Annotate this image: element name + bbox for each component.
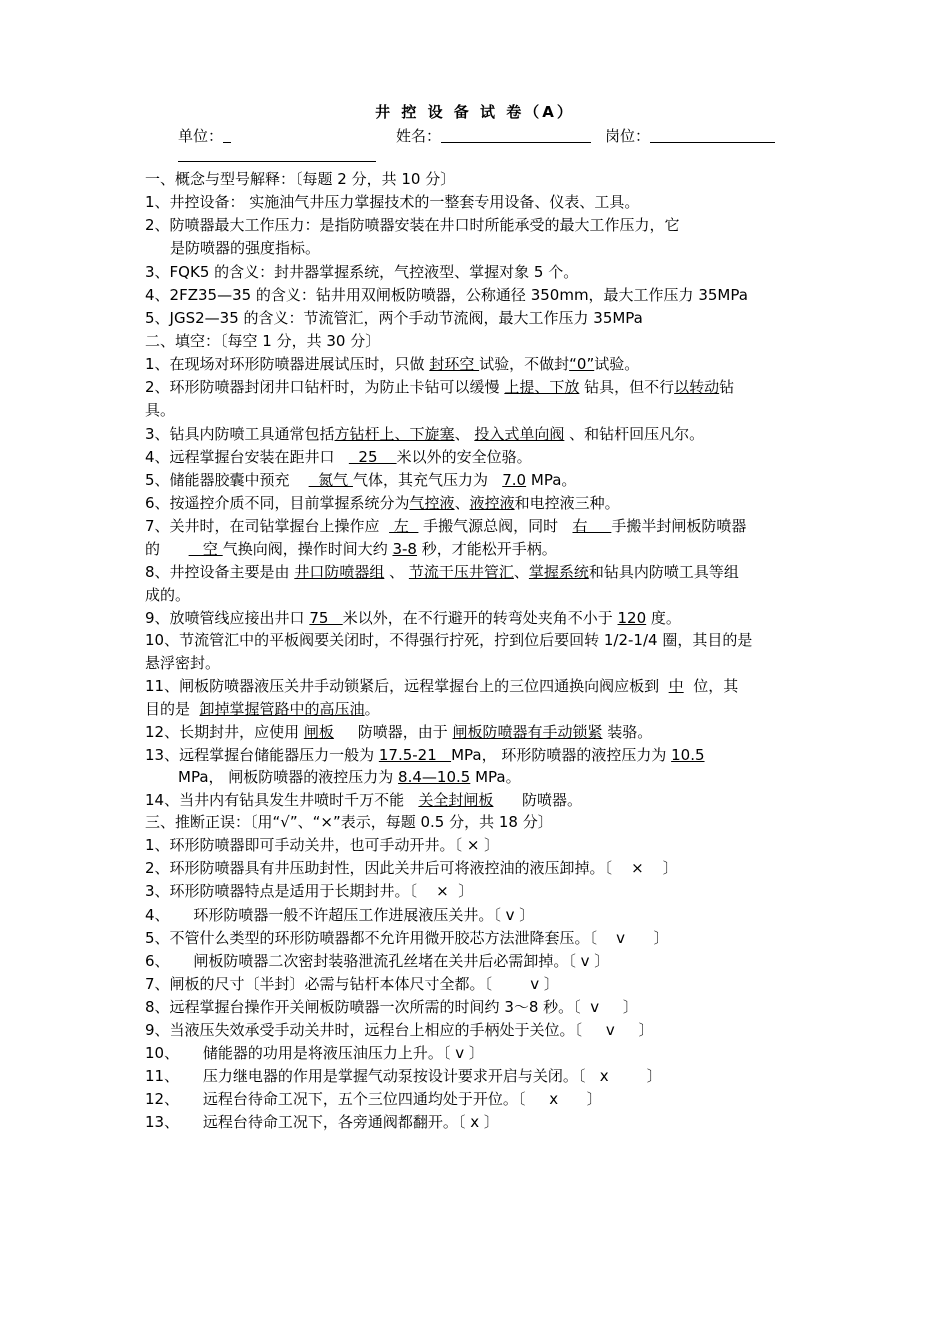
answer-blank: 节流干压井管汇 bbox=[408, 563, 514, 581]
s3-question-12: 12、 远程台待命工况下，五个三位四通均处于开位。〔 x 〕 bbox=[145, 1090, 602, 1108]
answer-blank: 卸掉掌握管路中的高压油 bbox=[199, 700, 365, 718]
s2-question-11: 11、闸板防喷器液压关井手动锁紧后，远程掌握台上的三位四通换向阀应板到 中 位，其 bbox=[145, 677, 739, 695]
s2-question-10: 10、节流管汇中的平板阀要关闭时，不得强行拧死，拧到位后要回转 1/2-1/4 圈，其目的是 bbox=[145, 631, 753, 649]
s2-question-1: 1、在现场对环形防喷器进展试压时，只做 封环空 试验，不做封“0”试验。 bbox=[145, 355, 640, 373]
section-2-heading: 二、填空：〔每空 1 分，共 30 分〕 bbox=[145, 332, 381, 350]
s1-question-5: 5、JGS2—35 的含义：节流管汇，两个手动节流阀，最大工作压力 35MPa bbox=[145, 309, 643, 327]
s3-question-9: 9、当液压失效承受手动关井时，远程台上相应的手柄处于关位。〔 v 〕 bbox=[145, 1021, 654, 1039]
answer-blank: 中 bbox=[668, 677, 684, 695]
post-field bbox=[605, 126, 775, 146]
s2-question-2: 2、环形防喷器封闭井口钻杆时，为防止卡钻可以缓慢 上提、下放 钻具，但不行以转动钻 bbox=[145, 378, 735, 396]
answer-blank: 8.4—10.5 bbox=[398, 768, 471, 786]
s3-question-3: 3、环形防喷器特点是适用于长期封井。〔 × 〕 bbox=[145, 882, 474, 900]
s3-question-13: 13、 远程台待命工况下，各旁通阀都翻开。〔 x 〕 bbox=[145, 1113, 499, 1131]
s1-question-2-cont: 是防喷器的强度指标。 bbox=[170, 239, 321, 257]
name-label: 姓名： bbox=[396, 127, 442, 145]
unit-blank bbox=[223, 126, 231, 143]
answer-blank: 氮气 bbox=[308, 471, 353, 489]
answer-blank: 闸板防喷器有手动锁紧 bbox=[452, 723, 603, 741]
s1-question-1: 1、井控设备： 实施油气井压力掌握技术的一整套专用设备、仪表、工具。 bbox=[145, 193, 640, 211]
s3-question-6: 6、 闸板防喷器二次密封装骆泄流孔丝堵在关井后必需卸掉。〔 v 〕 bbox=[145, 952, 610, 970]
answer-blank: 75 bbox=[309, 609, 343, 627]
answer-blank: 120 bbox=[617, 609, 647, 627]
s2-question-4: 4、远程掌握台安装在距井口 25 米以外的安全位骆。 bbox=[145, 448, 532, 466]
exam-title: 井 控 设 备 试 卷（A） bbox=[375, 103, 575, 121]
section-1-heading: 一、概念与型号解释：〔每题 2 分，共 10 分〕 bbox=[145, 170, 456, 188]
unit-blank-continued bbox=[178, 145, 376, 162]
answer-blank: 空 bbox=[188, 540, 223, 558]
s2-question-7: 7、关井时，在司钻掌握台上操作应 左 手搬气源总阀，同时 右 手搬半封闸板防喷器 bbox=[145, 517, 747, 535]
s1-question-3: 3、FQK5 的含义：封井器掌握系统，气控液型、掌握对象 5 个。 bbox=[145, 263, 579, 281]
s2-question-9: 9、放喷管线应接出井口 75 米以外，在不行避开的转弯处夹角不小于 120 度。 bbox=[145, 609, 681, 627]
s3-question-7: 7、闸板的尺寸〔半封〕必需与钻杆本体尺寸全都。〔 v 〕 bbox=[145, 975, 559, 993]
s3-question-4: 4、 环形防喷器一般不许超压工作进展液压关井。〔 v 〕 bbox=[145, 906, 535, 924]
unit-field bbox=[178, 126, 231, 146]
answer-blank: 方钻杆上、下旋塞 bbox=[334, 425, 455, 443]
answer-blank: 关全封闸板 bbox=[418, 791, 494, 809]
s2-question-3: 3、钻具内防喷工具通常包括方钻杆上、下旋塞、 投入式单向阀 、和钻杆回压凡尔。 bbox=[145, 425, 705, 443]
unit-label: 单位： bbox=[178, 127, 224, 145]
s1-question-2: 2、防喷器最大工作压力：是指防喷器安装在井口时所能承受的最大工作压力，它 bbox=[145, 216, 680, 234]
s2-question-5: 5、储能器胶囊中预充 氮气 气体，其充气压力为 7.0 MPa。 bbox=[145, 471, 577, 489]
answer-blank: 25 bbox=[348, 448, 397, 466]
answer-blank: 上提、下放 bbox=[504, 378, 580, 396]
s2-question-13: 13、远程掌握台储能器压力一般为 17.5-21 MPa， 环形防喷器的液控压力为 10.5 bbox=[145, 746, 705, 764]
post-label: 岗位： bbox=[605, 127, 651, 145]
s2-question-10-cont: 悬浮密封。 bbox=[145, 654, 221, 672]
answer-blank: 左 bbox=[389, 517, 419, 535]
s2-question-12: 12、长期封井，应使用 闸板 防喷器，由于 闸板防喷器有手动锁紧 装骆。 bbox=[145, 723, 653, 741]
answer-blank: 投入式单向阀 bbox=[474, 425, 565, 443]
s3-question-8: 8、远程掌握台操作开关闸板防喷器一次所需的时间约 3～8 秒。〔 v 〕 bbox=[145, 998, 638, 1016]
answer-blank: 掌握系统 bbox=[528, 563, 589, 581]
s2-question-8-cont: 成的。 bbox=[145, 586, 191, 604]
answer-blank: 封环空 bbox=[429, 355, 480, 373]
answer-blank: 10.5 bbox=[671, 746, 705, 764]
answer-blank: 气控液 bbox=[409, 494, 455, 512]
answer-blank: 闸板 bbox=[303, 723, 334, 741]
s2-question-6: 6、按遥控介质不同，目前掌握系统分为气控液、液控液和电控液三种。 bbox=[145, 494, 620, 512]
name-blank bbox=[441, 126, 591, 143]
s3-question-2: 2、环形防喷器具有井压助封性，因此关井后可将液控油的液压卸掉。〔 × 〕 bbox=[145, 859, 678, 877]
answer-blank: 右 bbox=[572, 517, 612, 535]
name-field bbox=[396, 126, 591, 146]
answer-blank: 17.5-21 bbox=[378, 746, 452, 764]
answer-blank: 井口防喷器组 bbox=[294, 563, 385, 581]
s2-question-14: 14、当井内有钻具发生井喷时千万不能 关全封闸板 防喷器。 bbox=[145, 791, 583, 809]
answer-blank: 液控液 bbox=[469, 494, 515, 512]
section-3-heading: 三、推断正误：〔用“√”、“×”表示，每题 0.5 分，共 18 分〕 bbox=[145, 813, 553, 831]
answer-blank: 7.0 bbox=[502, 471, 527, 489]
s3-question-11: 11、 压力继电器的作用是掌握气动泵按设计要求开启与关闭。〔 x 〕 bbox=[145, 1067, 662, 1085]
answer-blank: 3-8 bbox=[392, 540, 417, 558]
s2-question-8: 8、井控设备主要是由 井口防喷器组 、 节流干压井管汇、掌握系统和钻具内防喷工具等组 bbox=[145, 563, 739, 581]
s3-question-5: 5、不管什么类型的环形防喷器都不允许用微开胶芯方法泄降套压。〔 v 〕 bbox=[145, 929, 669, 947]
s2-question-11-cont: 目的是 卸掉掌握管路中的高压油。 bbox=[145, 700, 380, 718]
s2-question-13-cont: MPa， 闸板防喷器的液控压力为 8.4—10.5 MPa。 bbox=[178, 768, 521, 786]
s2-question-2-cont: 具。 bbox=[145, 401, 176, 419]
post-blank bbox=[650, 126, 775, 143]
s3-question-10: 10、 储能器的功用是将液压油压力上升。〔 v 〕 bbox=[145, 1044, 484, 1062]
answer-blank: 以转动 bbox=[674, 378, 720, 396]
answer-blank: “0” bbox=[569, 355, 595, 373]
s1-question-4: 4、2FZ35—35 的含义：钻井用双闸板防喷器，公称通径 350mm，最大工作压力 35MPa bbox=[145, 286, 748, 304]
s3-question-1: 1、环形防喷器即可手动关井，也可手动开井。〔 × 〕 bbox=[145, 836, 500, 854]
s2-question-7-cont: 的 空 气换向阀，操作时间大约 3-8 秒，才能松开手柄。 bbox=[145, 540, 557, 558]
